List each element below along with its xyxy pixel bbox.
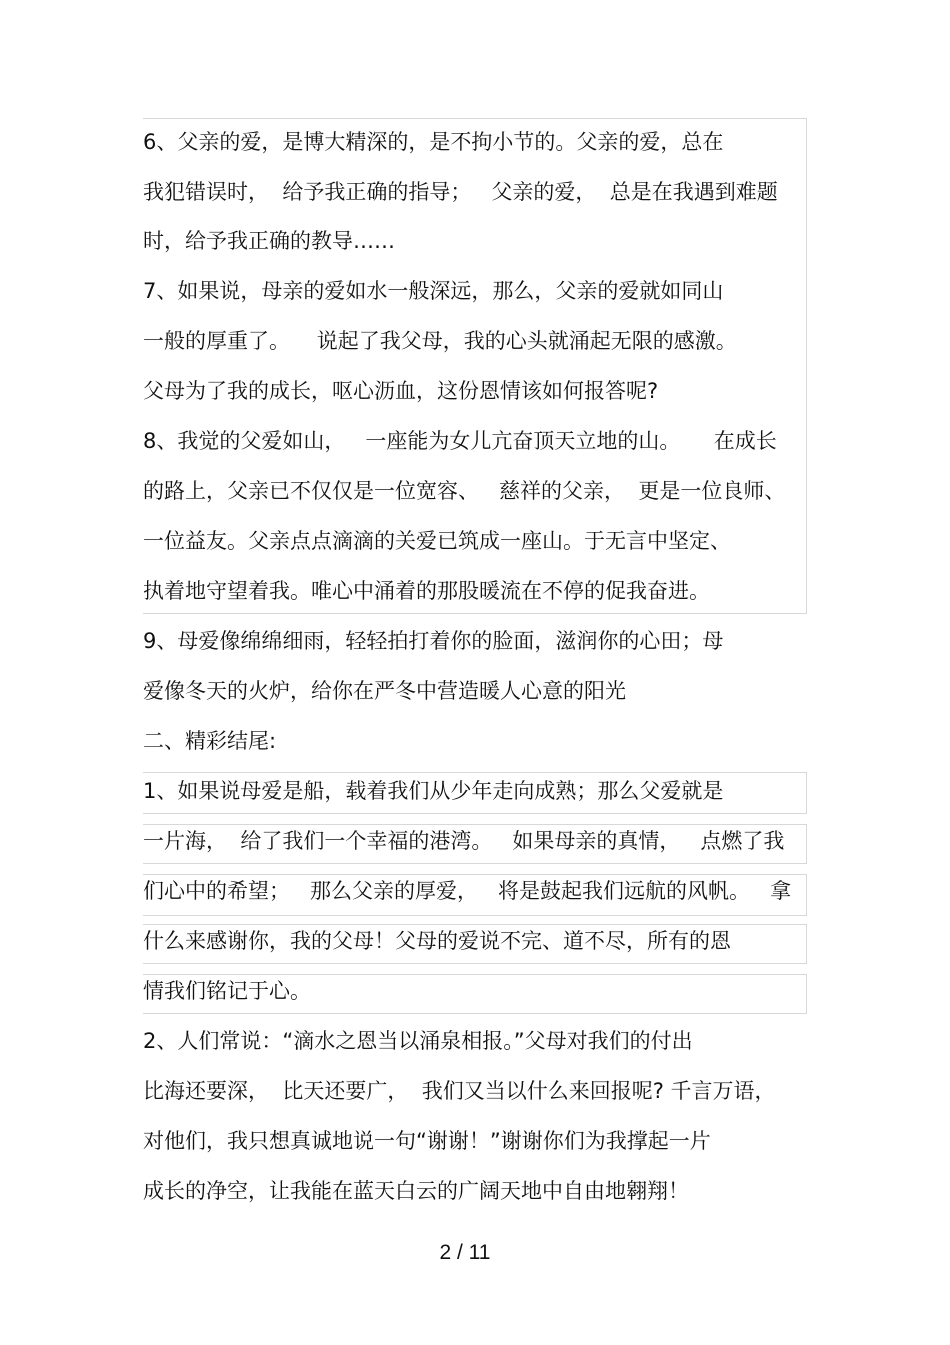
text-line: 爱像冬天的火炉，给你在严冬中营造暖人心意的阳光 (143, 679, 626, 703)
text-line: 2、人们常说：“滴水之恩当以涌泉相报。”父母对我们的付出 (143, 1029, 693, 1053)
section-heading: 二、精彩结尾: (143, 729, 277, 753)
page-indicator: 2 / 11 (439, 1241, 491, 1264)
text-line: 一般的厚重了。 说起了我父母，我的心头就涌起无限的感激。 (143, 329, 737, 353)
text-line: 时，给予我正确的教导…… (143, 229, 395, 253)
text-line: 一位益友。父亲点点滴滴的关爱已筑成一座山。于无言中坚定、 (143, 529, 731, 553)
text-line: 6、父亲的爱，是博大精深的，是不拘小节的。父亲的爱，总在 (143, 130, 724, 154)
text-line: 情我们铭记于心。 (143, 979, 311, 1003)
text-line: 们心中的希望； 那么父亲的厚爱， 将是鼓起我们远航的风帆。 拿 (143, 879, 792, 903)
text-line: 9、母爱像绵绵细雨，轻轻拍打着你的脸面，滋润你的心田；母 (143, 629, 724, 653)
text-line: 7、如果说，母亲的爱如水一般深远，那么，父亲的爱就如同山 (143, 279, 724, 303)
text-line: 的路上，父亲已不仅仅是一位宽容、 慈祥的父亲， 更是一位良师、 (143, 479, 786, 503)
text-line: 1、如果说母爱是船，载着我们从少年走向成熟；那么父爱就是 (143, 779, 724, 803)
text-line: 执着地守望着我。唯心中涌着的那股暖流在不停的促我奋进。 (143, 579, 710, 603)
text-line: 我犯错误时， 给予我正确的指导； 父亲的爱， 总是在我遇到难题 (143, 180, 778, 204)
text-line: 比海还要深， 比天还要广， 我们又当以什么来回报呢? 千言万语， (143, 1079, 776, 1103)
text-line: 一片海， 给了我们一个幸福的港湾。 如果母亲的真情， 点燃了我 (143, 829, 785, 853)
text-line: 父母为了我的成长，呕心沥血，这份恩情该如何报答呢? (143, 379, 659, 403)
text-line: 8、我觉的父爱如山， 一座能为女儿亢奋顶天立地的山。 在成长 (143, 429, 777, 453)
text-line: 对他们，我只想真诚地说一句“谢谢！”谢谢你们为我撑起一片 (143, 1129, 711, 1153)
text-line: 成长的净空，让我能在蓝天白云的广阔天地中自由地翱翔！ (143, 1179, 689, 1203)
text-line: 什么来感谢你，我的父母！父母的爱说不完、道不尽，所有的恩 (143, 929, 731, 953)
